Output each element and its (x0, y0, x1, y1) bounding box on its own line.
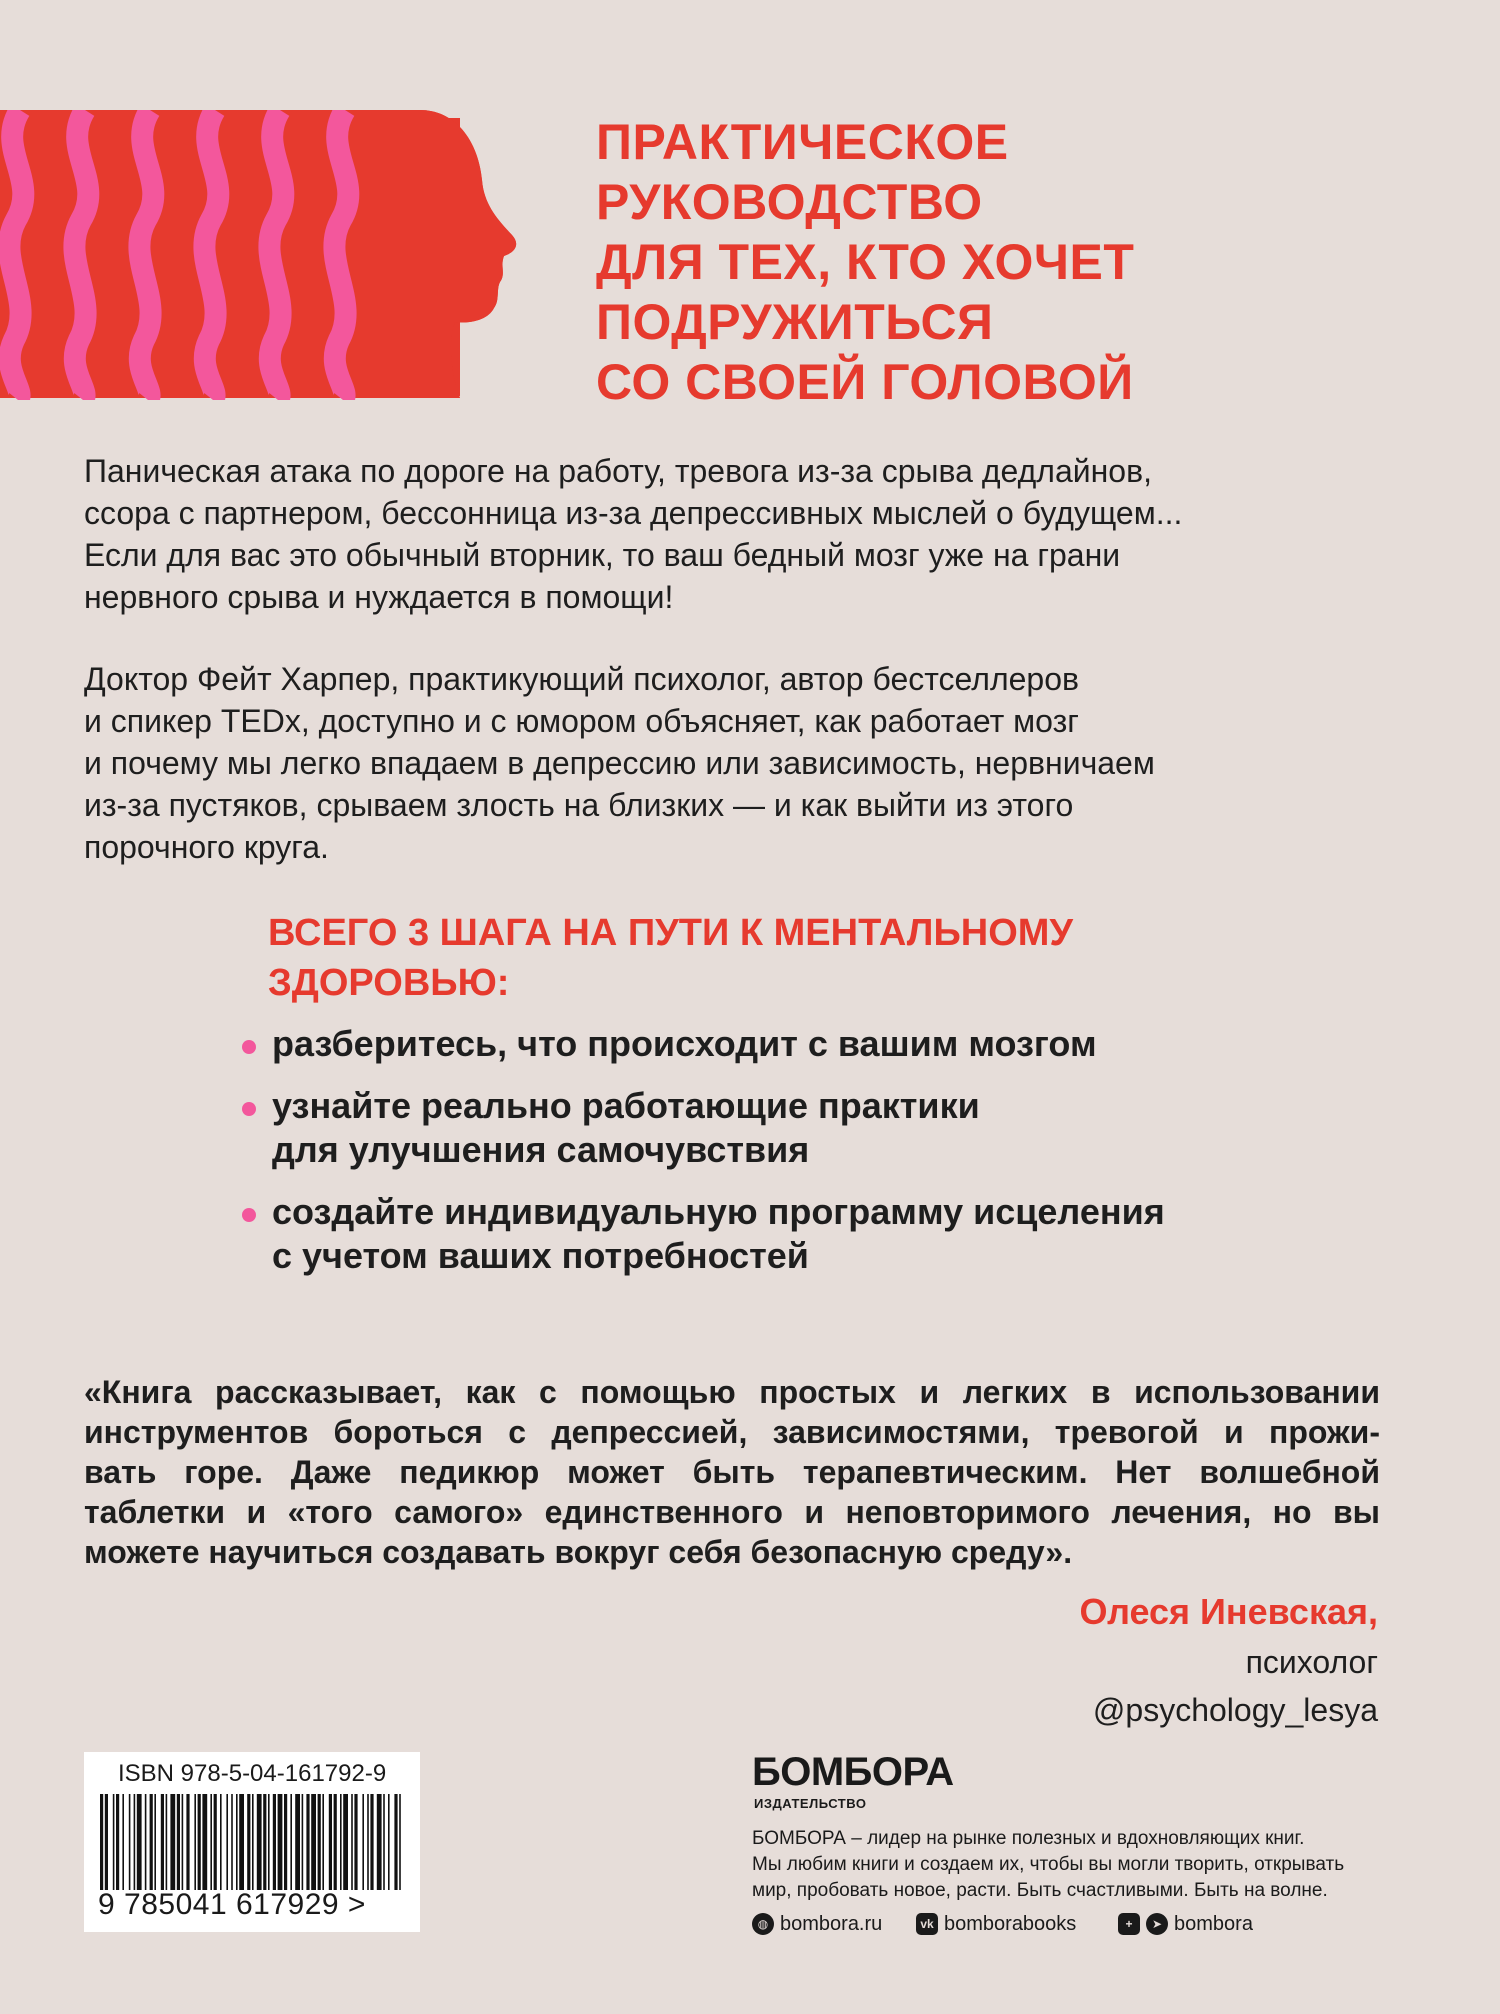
quote-line: вать горе. Даже педикюр может быть терапевтическим. Нет волшебной (84, 1454, 1380, 1490)
description-line: БОМБОРА – лидер на рынке полезных и вдохновляющих книг. (752, 1828, 1305, 1849)
quote-line: инструментов бороться с депрессией, зависимостями, тревогой и прожи- (84, 1414, 1380, 1450)
isbn-barcode (84, 1752, 420, 1932)
review-quote (84, 1372, 1380, 1572)
bullet-dot-icon (242, 1102, 256, 1116)
publisher-logo-subtitle: ИЗДАТЕЛЬСТВО (754, 1796, 867, 1811)
barcode-digits: 9 785041 617929 > (98, 1888, 366, 1921)
telegram-link[interactable] (1118, 1910, 1253, 1938)
quote-line: «Книга рассказывает, как с помощью простых и легких в использовании (84, 1374, 1380, 1410)
intro-paragraph (84, 450, 1414, 618)
step-item (242, 1022, 1442, 1066)
profile-heads-illustration (0, 110, 540, 400)
headline-line: РУКОВОДСТВО (596, 174, 983, 230)
text-line: порочного круга. (84, 829, 329, 865)
headline-line: ДЛЯ ТЕХ, КТО ХОЧЕТ (596, 234, 1135, 290)
quote-author-role: психолог (1245, 1644, 1378, 1680)
headline-line: ПРАКТИЧЕСКОЕ (596, 114, 1009, 170)
telegram-icon: ➤ (1146, 1913, 1168, 1935)
text-line: ссора с партнером, бессонница из-за депрессивных мыслей о будущем... (84, 495, 1183, 531)
quote-author-handle: @psychology_lesya (1092, 1692, 1378, 1728)
text-line: нервного срыва и нуждается в помощи! (84, 579, 674, 615)
publisher-description (752, 1826, 1442, 1904)
step-line: создайте индивидуальную программу исцеления (272, 1191, 1165, 1232)
website-link-label: bombora.ru (780, 1913, 883, 1935)
barcode-bars-icon (100, 1794, 404, 1890)
quote-author-name: Олеся Иневская, (1079, 1591, 1378, 1632)
step-line: разберитесь, что происходит с вашим мозгом (272, 1023, 1097, 1064)
description-line: мир, пробовать новое, расти. Быть счастливыми. Быть на волне. (752, 1880, 1328, 1901)
text-line: и спикер TEDx, доступно и с юмором объясняет, как работает мозг (84, 703, 1079, 739)
vk-link-label: bomborabooks (944, 1913, 1077, 1935)
text-line: Если для вас это обычный вторник, то ваш бедный мозг уже на грани (84, 537, 1121, 573)
steps-title (268, 908, 1418, 1008)
text-line: из-за пустяков, срываем злость на близких — и как выйти из этого (84, 787, 1074, 823)
bullet-dot-icon (242, 1040, 256, 1054)
headline-line: СО СВОЕЙ ГОЛОВОЙ (596, 354, 1134, 410)
text-line: Паническая атака по дороге на работу, тревога из-за срыва дедлайнов, (84, 453, 1152, 489)
vk-icon: vk (916, 1913, 938, 1935)
headline-line: ПОДРУЖИТЬСЯ (596, 294, 994, 350)
telegram-link-label: bombora (1174, 1913, 1253, 1935)
vk-link[interactable] (916, 1910, 1076, 1938)
step-line: с учетом ваших потребностей (272, 1235, 809, 1276)
publisher-logo: БОМБОРА (752, 1750, 954, 1794)
step-line: узнайте реально работающие практики (272, 1085, 980, 1126)
steps-title-line: ЗДОРОВЬЮ: (268, 962, 510, 1004)
step-item (242, 1190, 1442, 1278)
step-line: для улучшения самочувствия (272, 1129, 810, 1170)
author-paragraph (84, 658, 1414, 868)
quote-line: можете научиться создавать вокруг себя безопасную среду». (84, 1534, 1073, 1570)
publisher-links (752, 1910, 1452, 1940)
website-link[interactable] (752, 1910, 882, 1938)
bullet-dot-icon (242, 1208, 256, 1222)
quote-line: таблетки и «того самого» единственного и неповторимого лечения, но вы (84, 1494, 1380, 1530)
plus-icon: + (1118, 1913, 1140, 1935)
isbn-number: ISBN 978-5-04-161792-9 (118, 1760, 387, 1787)
headline (596, 112, 1466, 412)
description-line: Мы любим книги и создаем их, чтобы вы могли творить, открывать (752, 1854, 1345, 1875)
steps-list (242, 1022, 1442, 1296)
text-line: Доктор Фейт Харпер, практикующий психолог, автор бестселлеров (84, 661, 1080, 697)
steps-title-line: ВСЕГО 3 ШАГА НА ПУТИ К МЕНТАЛЬНОМУ (268, 912, 1074, 954)
text-line: и почему мы легко впадаем в депрессию или зависимость, нервничаем (84, 745, 1155, 781)
step-item (242, 1084, 1442, 1172)
globe-icon: ◍ (752, 1913, 774, 1935)
